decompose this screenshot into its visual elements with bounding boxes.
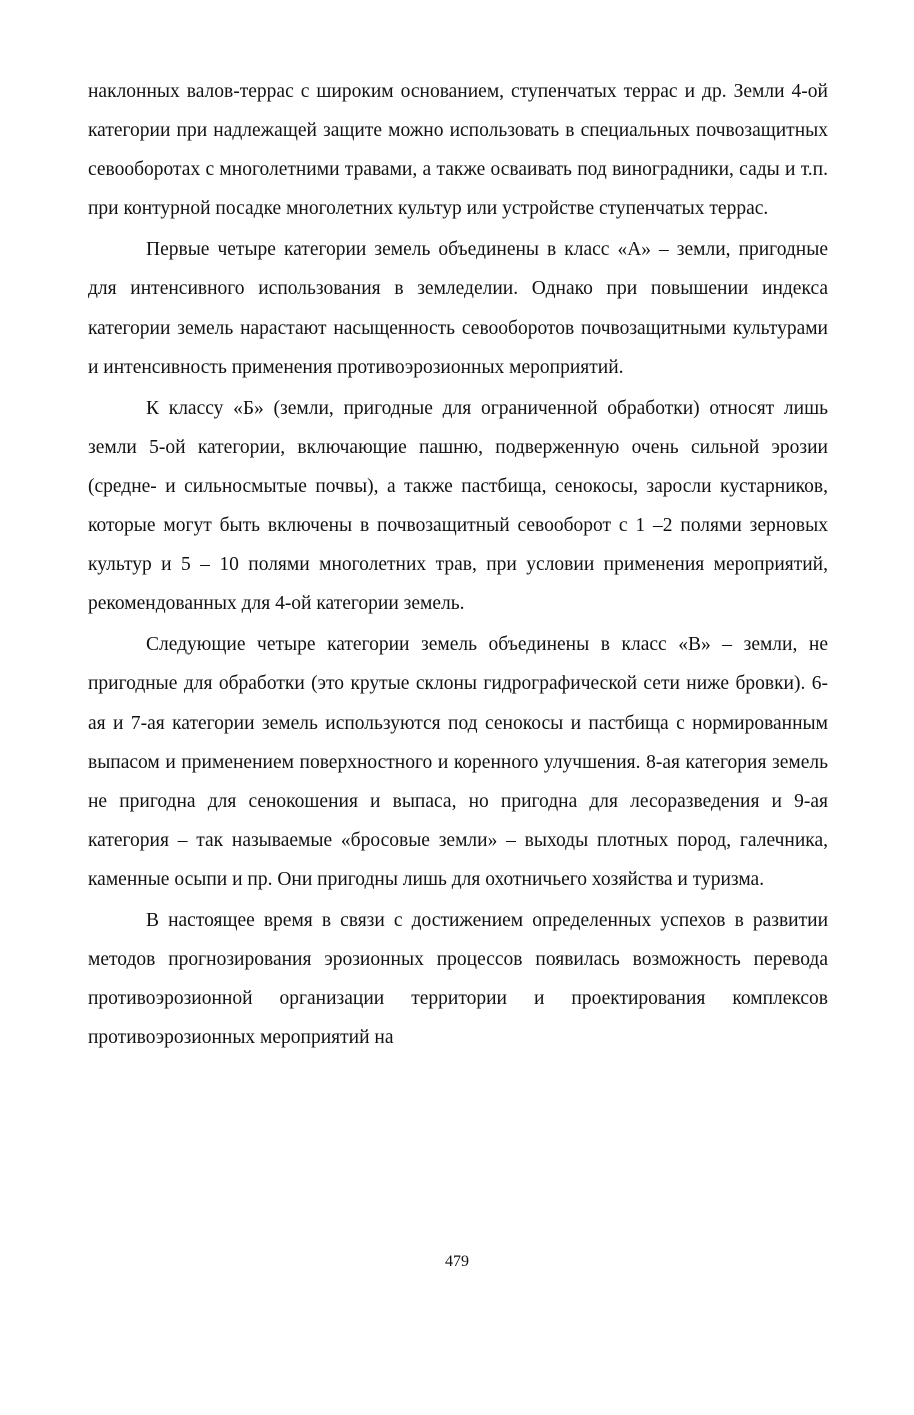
paragraph-3: К классу «Б» (земли, пригодные для ограниченной обработки) относят лишь земли 5-ой категории, включающие пашню, подверженную очень сильной эрозии (средне- и сильносмытые почвы), а также пастбища, сенокосы, заросли кустарников, которые могут быть включены в почвозащитный севооборот с 1 –2 полями зерновых культур и 5 – 10 полями многолетних трав, при условии применения мероприятий, рекомендованных для 4-ой категории земель. <box>88 397 828 615</box>
paragraph-2: Первые четыре категории земель объединены в класс «А» – земли, пригодные для интенсивного использования в земледелии. Однако при повышении индекса категории земель нарастают насыщенность севооборотов почвозащитными культурами и интенсивность применения противоэрозионных мероприятий. <box>88 239 828 378</box>
paragraph-1: наклонных валов-террас с широким основанием, ступенчатых террас и др. Земли 4-ой категории при надлежащей защите можно использовать в специальных почвозащитных севооборотах с многолетними травами, а также осваивать под виноградники, сады и т.п. при контурной посадке многолетних культур или устройстве ступенчатых террас. <box>88 81 828 220</box>
paragraph-4: Следующие четыре категории земель объединены в класс «В» – земли, не пригодные для обработки (это крутые склоны гидрографической сети ниже бровки). 6-ая и 7-ая категории земель используются под сенокосы и пастбища с нормированным выпасом и применением поверхностного и коренного улучшения. 8-ая категория земель не пригодна для сенокошения и выпаса, но пригодна для лесоразведения и 9-ая категория – так называемые «бросовые земли» – выходы плотных пород, галечника, каменные осыпи и пр. Они пригодны лишь для охотничьего хозяйства и туризма. <box>88 634 828 890</box>
paragraph-5: В настоящее время в связи с достижением определенных успехов в развитии методов прогнозирования эрозионных процессов появилась возможность перевода противоэрозионной организации территории и проектирования комплексов противоэрозионных мероприятий на <box>88 909 828 1049</box>
page-number: 479 <box>445 1253 469 1270</box>
document-page <box>88 72 828 1059</box>
